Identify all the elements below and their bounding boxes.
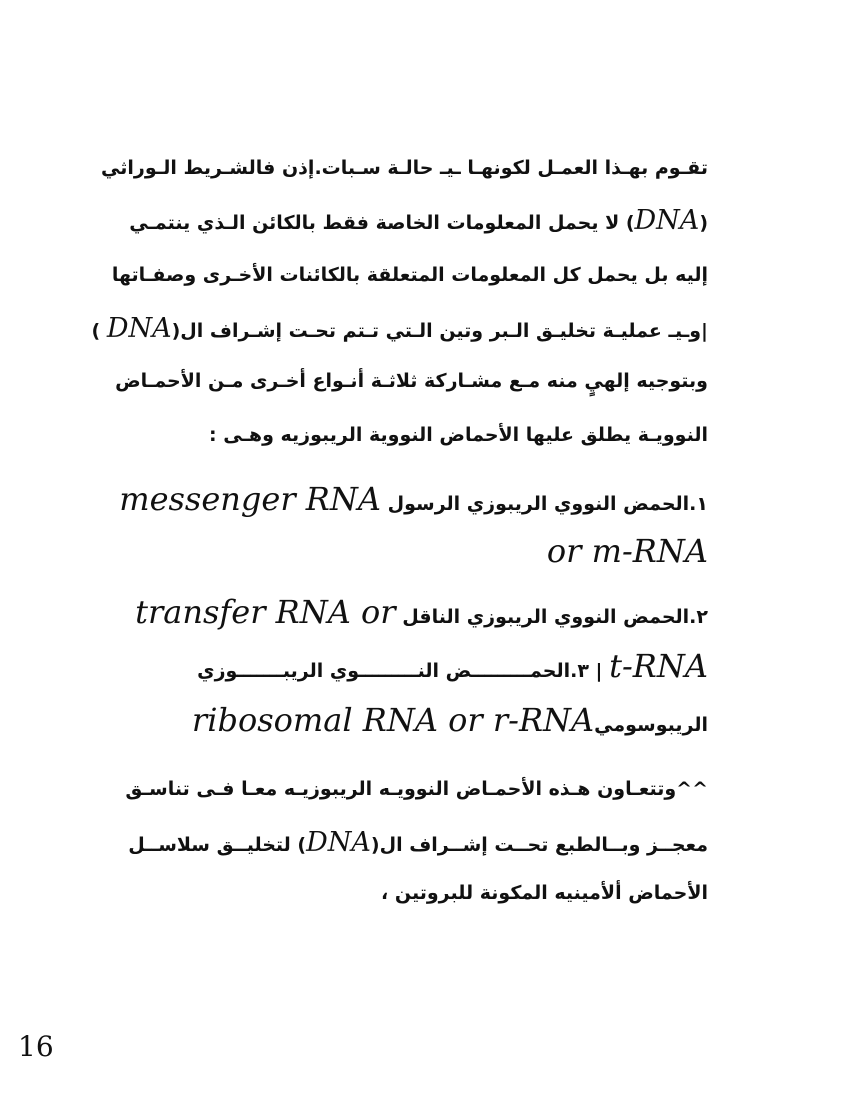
paragraph1-line4-post: ): [91, 320, 107, 342]
paragraph2-line3: [381, 882, 708, 905]
paragraph1-line5-text: وبتوجيه إلهيٍ منه مـع مشـاركة ثلاثـة أنـواع أخـرى مـن الأحمـاض: [115, 370, 708, 392]
paragraph1-line4-pre: |وـيـ عمليـة تخليـق الـبر وتين الـتي تـتم تحـت إشـراف ال(: [171, 320, 708, 342]
list-item-3: [197, 647, 708, 685]
paragraph1-line1: [101, 157, 708, 180]
paragraph1-line6: [209, 424, 708, 447]
list-item-1-arabic: ١.الحمض النووي الريبوزي الرسول: [387, 493, 708, 515]
paragraph2-line2-dna: DNA: [306, 827, 371, 858]
paragraph1-line4: [92, 313, 708, 345]
list-item-2-latin-cont: t-RNA: [609, 647, 708, 685]
paragraph1-line2: [129, 205, 708, 237]
list-item-1-continuation: [547, 532, 708, 570]
list-item-3-arabic-cont: الريبوسومي: [594, 714, 708, 736]
paragraph1-line5: [115, 370, 708, 393]
paragraph2-line1-text: ^^وتتعـاون هـذه الأحمـاض النوويـه الريبوزيـه معـا فـى تناسـق: [125, 778, 708, 800]
list-item-3-continuation: [192, 701, 708, 739]
paragraph2-line2: [128, 827, 708, 859]
paragraph2-line2-post: ) لتخليــق سلاســل: [128, 834, 307, 856]
paragraph1-line2-post: ) لا يحمل المعلومات الخاصة فقط بالكائن الـذي ينتمـي: [129, 212, 635, 234]
paragraph2-line3-text: الأحماض ألأمينيه المكونة للبروتين ،: [381, 882, 708, 904]
paragraph1-line4-dna: DNA: [106, 313, 172, 344]
paragraph1-line3: [112, 264, 708, 287]
paragraph2-line1: [125, 778, 708, 801]
list-item-2: [135, 593, 708, 631]
list-item-2-latin: transfer RNA or: [135, 593, 396, 631]
list-item-3-arabic: | ٣.الحمـــــــــض النـــــــــوي الريبـــــــوزي: [197, 660, 603, 682]
page-number: 16: [18, 1030, 54, 1063]
paragraph2-line2-pre: معجــز وبــالطبع تحــت إشــراف ال(: [370, 834, 708, 856]
paragraph1-line2-dna: DNA: [634, 205, 700, 236]
paragraph1-line1-text: تقـوم بهـذا العمـل لكونهـا ـيـ حالـة سـبات.إذن فالشـريط الـوراثي: [101, 157, 708, 179]
paragraph1-line2-pre: (: [699, 212, 708, 234]
list-item-2-arabic: ٢.الحمض النووي الريبوزي الناقل: [402, 606, 708, 628]
list-item-1-latin: messenger RNA: [119, 480, 381, 518]
paragraph1-line6-text: النوويـة يطلق عليها الأحماض النووية الريبوزيه وهـى :: [208, 424, 708, 446]
list-item-1: [119, 480, 708, 518]
list-item-3-latin: ribosomal RNA or r-RNA: [191, 701, 595, 739]
list-item-1-latin-cont: or m-RNA: [546, 532, 708, 570]
paragraph1-line3-text: إليه بل يحمل كل المعلومات المتعلقة بالكائنات الأخـرى وصفـاتها: [111, 264, 708, 286]
